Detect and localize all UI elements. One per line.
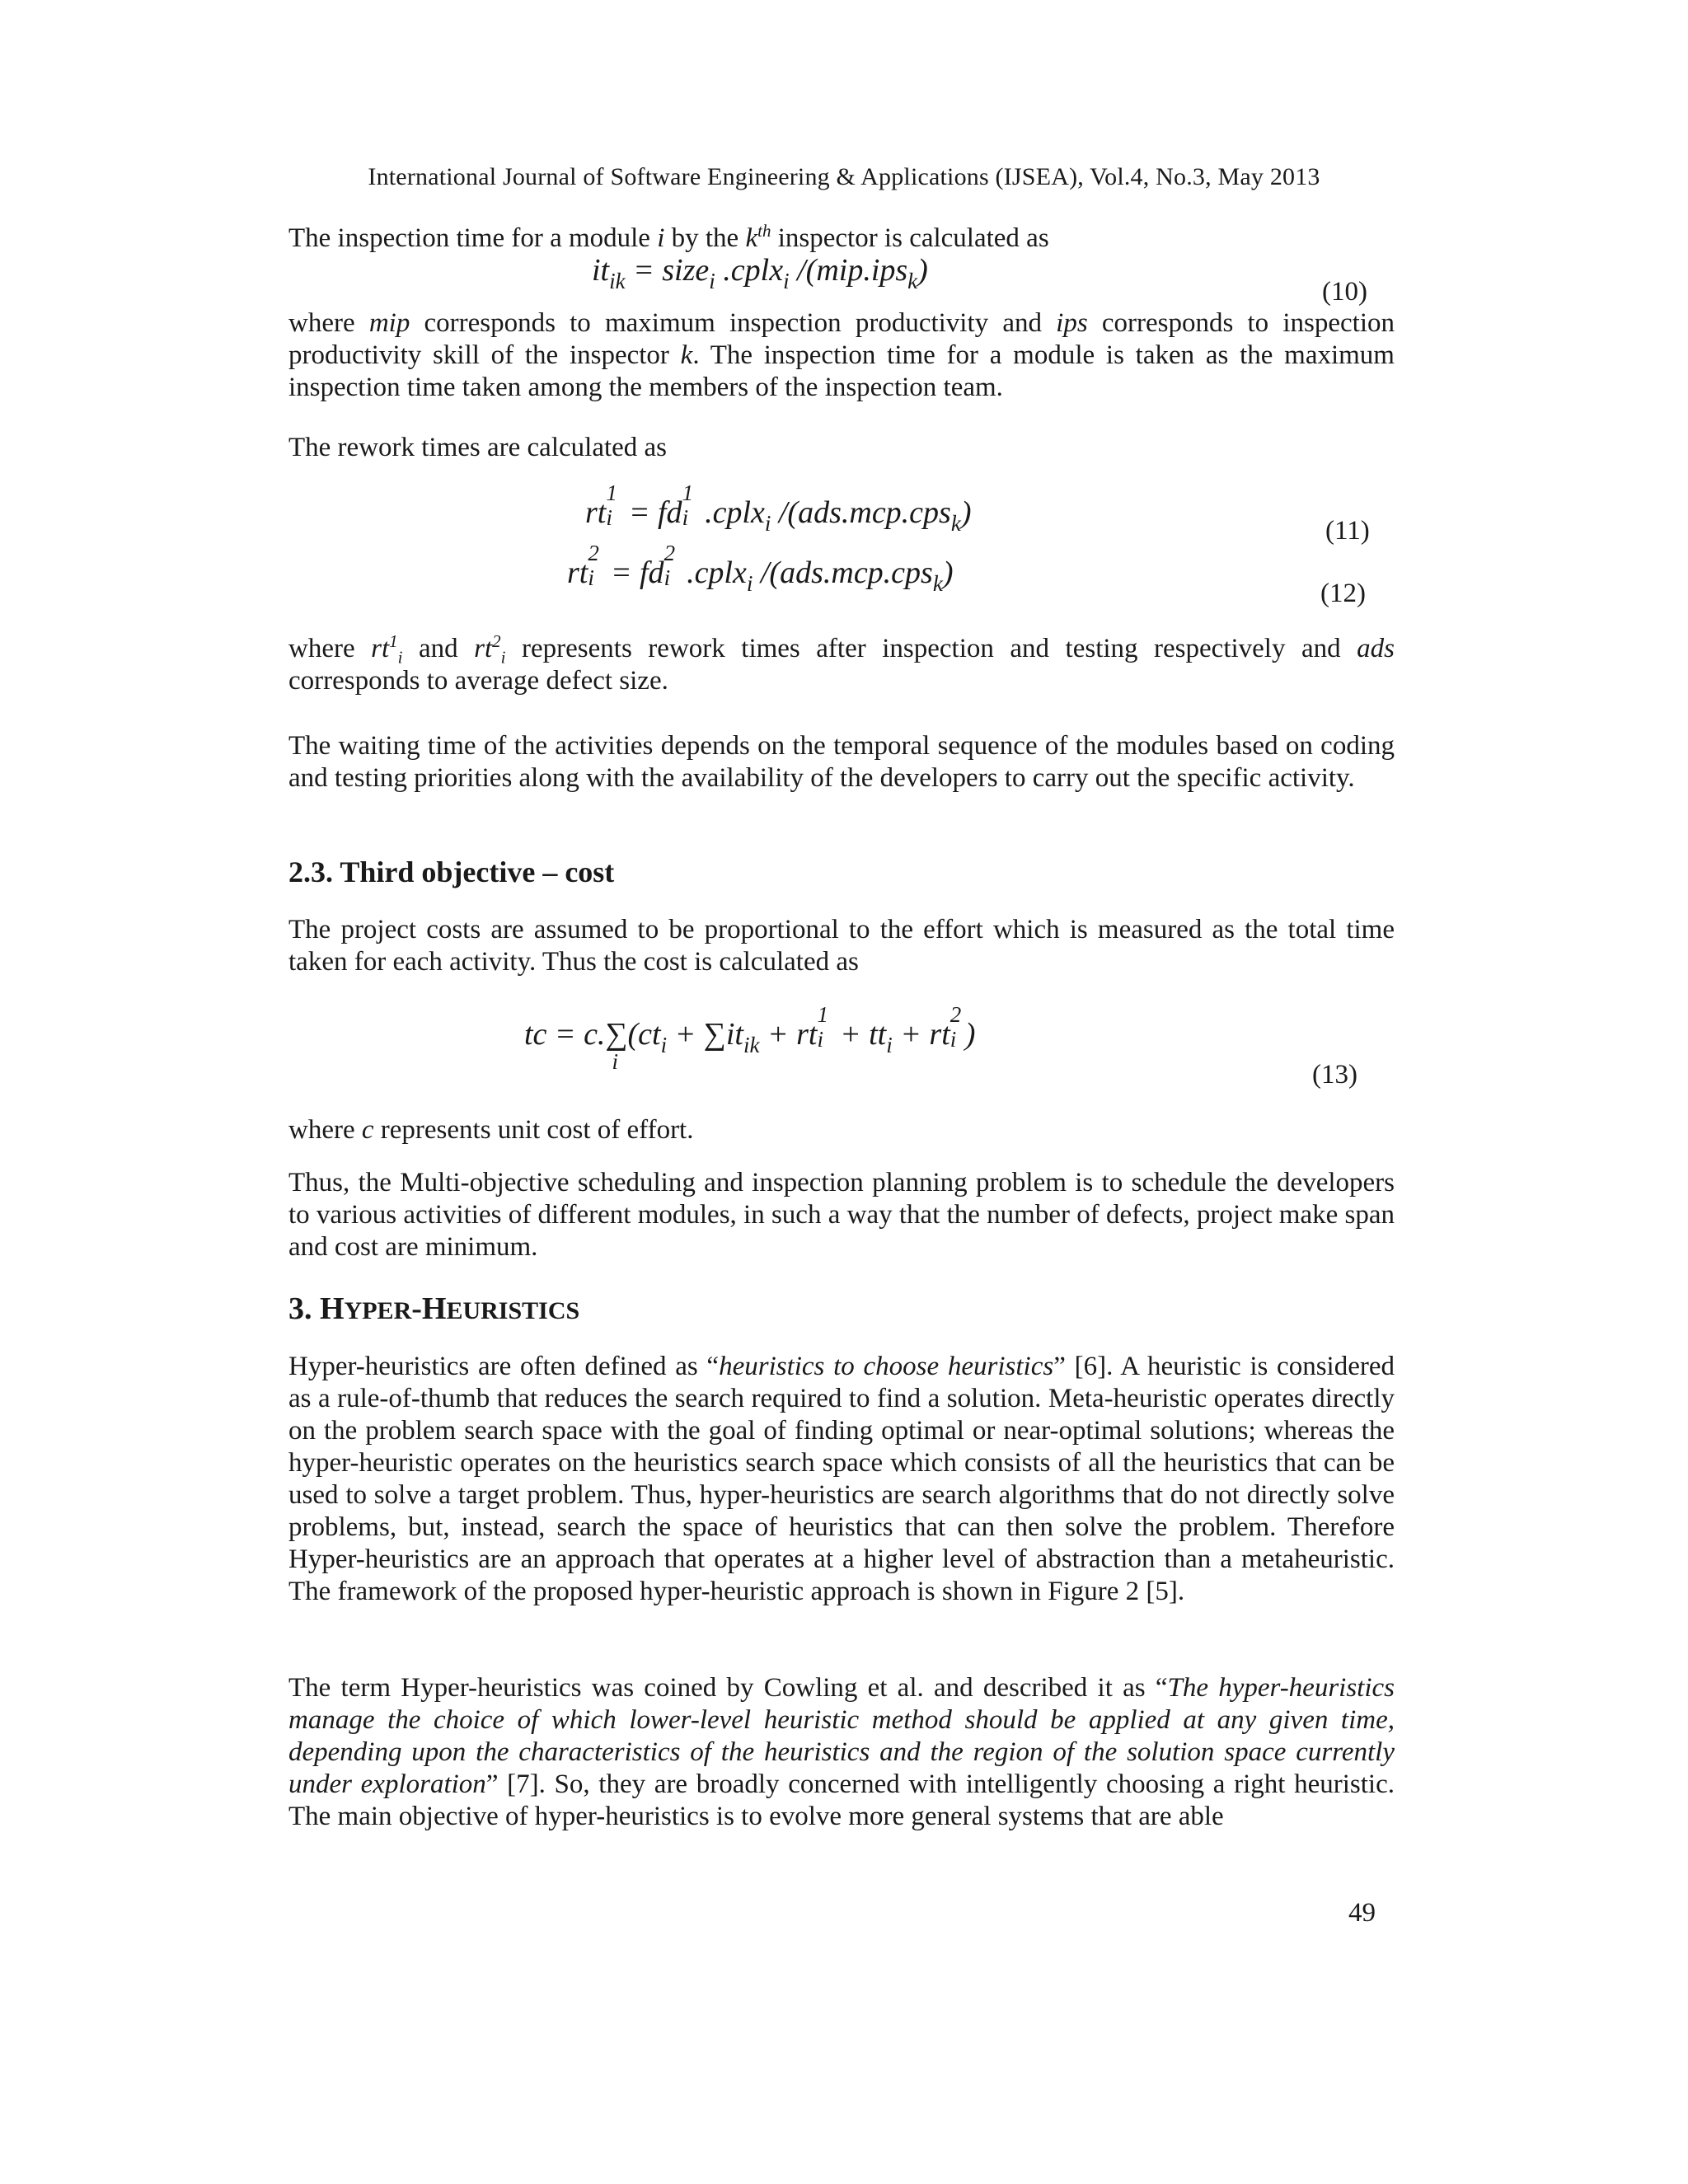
equation-12: rt 2 i = fd 2 i .cplx$_i$ /(ads.mcp.cps$_k$) [567, 541, 954, 596]
var-k: k [745, 223, 758, 253]
paragraph-multi-objective: Thus, the Multi-objective scheduling and inspection planning problem is to schedule the developers to various activities of different modules, in such a way that the number of defects, project make span and cost are minimum. [288, 1168, 1395, 1262]
equation-11: rt 1 i = fd 1 i .cplx$_i$ /(ads.mcp.cps$_k$) [585, 480, 972, 536]
text: The inspection time for a module [288, 223, 658, 253]
equation-13: tc = c.∑ i ($ct_i + \sum it_{ik}$ + rt 1 i + $tt_i$ + rt 2 i ) [524, 1002, 976, 1074]
equation-10: $it_{ik}$ = size$_i$ .cplx$_i$ /(mip.ips$_k$) [592, 253, 928, 293]
equation-number-12: (12) [1320, 579, 1366, 608]
superscript-th: th [757, 221, 771, 241]
paragraph-cowling-definition: The term Hyper-heuristics was coined by Cowling et al. and described it as “The hyper-heuristics manage the choice of which lower-level heuristic method should be applied at any given time, depending upon the characteristics of the heuristics and the region of the solution space currently under exploration” [7]. So, they are broadly concerned with intelligently choosing a right heuristic. The main objective of hyper-heuristics is to evolve more general systems that are able [288, 1673, 1395, 1831]
paragraph-waiting-time: The waiting time of the activities depends on the temporal sequence of the modules based on coding and testing priorities along with the availability of the developers to carry out the specific activity. [288, 731, 1395, 793]
paragraph-hyper-heuristics-definition: Hyper-heuristics are often defined as “heuristics to choose heuristics” [6]. A heuristic is considered as a rule-of-thumb that reduces the search required to find a solution. Meta-heuristic operates directly on the problem search space with the goal of finding optimal or near-optimal solutions; whereas the hyper-heuristic operates on the heuristics search space which consists of all the heuristics that can be used to solve a target problem. Thus, hyper-heuristics are search algorithms that do not directly solve problems, but, instead, search the space of heuristics that can then solve the problem. Therefore Hyper-heuristics are an approach that operates at a higher level of abstraction than a metaheuristic. The framework of the proposed hyper-heuristic approach is shown in Figure 2 [5]. [288, 1352, 1395, 1606]
section-heading-2-3: 2.3. Third objective – cost [288, 855, 615, 888]
var-i: i [657, 223, 665, 253]
section-heading-3: 3. HYPER-HEURISTICS [288, 1291, 580, 1326]
text: inspector is calculated as [771, 223, 1049, 253]
page-number: 49 [1348, 1898, 1376, 1928]
paragraph-rework-definition: where $rt^1_i$ and $rt^2_i$ represents rework times after inspection and testing respectively and ads corresponds to average defect size. [288, 631, 1395, 696]
paragraph-unit-cost: where c represents unit cost of effort. [288, 1115, 694, 1145]
journal-header: International Journal of Software Engineering & Applications (IJSEA), Vol.4, No.3, May 2013 [368, 163, 1320, 190]
equation-number-11: (11) [1325, 516, 1370, 546]
paragraph-inspection-time [288, 223, 1395, 255]
text: by the [664, 223, 746, 253]
paragraph-project-costs: The project costs are assumed to be proportional to the effort which is measured as the total time taken for each activity. Thus the cost is calculated as [288, 915, 1395, 977]
equation-number-10: (10) [1322, 277, 1367, 307]
paragraph-mip-definition: where mip corresponds to maximum inspection productivity and ips corresponds to inspection productivity skill of the inspector k. The inspection time for a module is taken as the maximum inspection time taken among the members of the inspection team. [288, 308, 1395, 402]
paragraph-rework-intro: The rework times are calculated as [288, 433, 668, 462]
equation-number-13: (13) [1312, 1060, 1357, 1090]
